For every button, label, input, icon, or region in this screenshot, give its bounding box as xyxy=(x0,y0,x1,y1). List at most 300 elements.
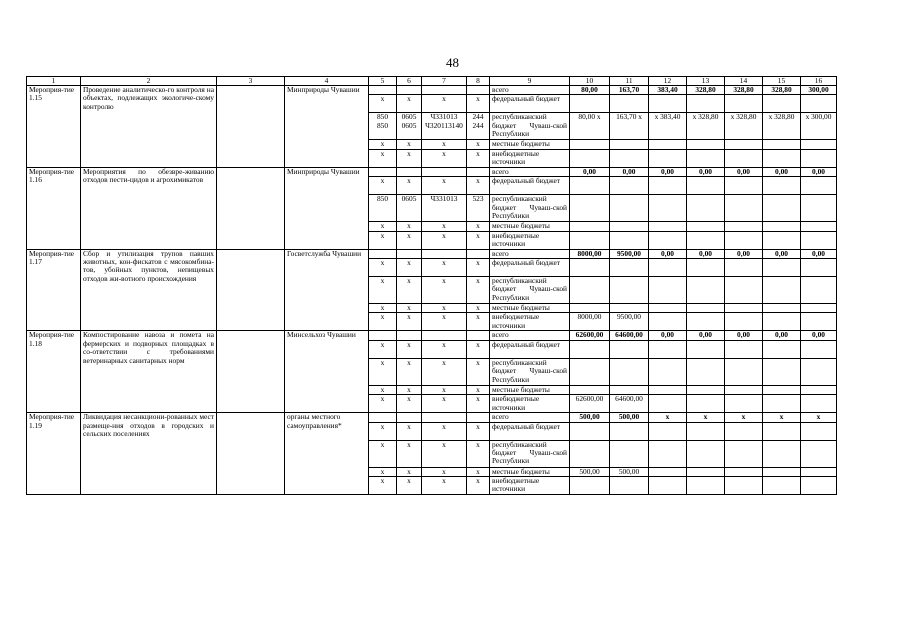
section-code: х xyxy=(397,222,422,231)
funding-value xyxy=(801,358,837,385)
funding-value xyxy=(649,195,687,222)
target-code: х xyxy=(422,467,467,476)
funding-value: 328,80 xyxy=(687,86,725,95)
grbs-code: х xyxy=(369,395,397,413)
funding-value: 80,00 х xyxy=(570,113,610,140)
funding-value xyxy=(801,313,837,331)
expense-code: х xyxy=(467,177,490,195)
expense-code: х xyxy=(467,304,490,313)
funding-value xyxy=(687,385,725,394)
funding-value xyxy=(725,477,763,495)
funding-value xyxy=(649,259,687,277)
header-row xyxy=(27,77,837,86)
funding-value: 64600,00 xyxy=(610,395,649,413)
empty-cell xyxy=(217,86,285,168)
expense-code: х xyxy=(467,340,490,358)
funding-value xyxy=(610,440,649,467)
funding-value xyxy=(687,259,725,277)
col-header: 8 xyxy=(467,77,490,86)
col-header: 5 xyxy=(369,77,397,86)
funding-source: внебюджетные источники xyxy=(490,149,570,167)
funding-value xyxy=(687,231,725,249)
funding-value xyxy=(610,95,649,113)
funding-value xyxy=(801,277,837,304)
funding-value xyxy=(687,140,725,149)
funding-source: федеральный бюджет xyxy=(490,259,570,277)
funding-value: 383,40 xyxy=(649,86,687,95)
responsible-executor: Минприроды Чувашии xyxy=(285,167,369,249)
funding-value xyxy=(763,385,801,394)
section-code: х xyxy=(397,358,422,385)
funding-value xyxy=(763,477,801,495)
col-header: 10 xyxy=(570,77,610,86)
col-header: 11 xyxy=(610,77,649,86)
funding-value xyxy=(763,177,801,195)
funding-value xyxy=(570,195,610,222)
funding-value xyxy=(801,149,837,167)
funding-value xyxy=(725,195,763,222)
funding-value: 62600,00 xyxy=(570,395,610,413)
target-code: х xyxy=(422,95,467,113)
funding-value: х 328,80 xyxy=(763,113,801,140)
funding-value xyxy=(687,149,725,167)
funding-value: 163,70 х xyxy=(610,113,649,140)
funding-value: 500,00 xyxy=(570,467,610,476)
funding-value: 500,00 xyxy=(570,413,610,422)
grbs-code xyxy=(369,249,397,258)
target-code: х xyxy=(422,149,467,167)
empty-cell xyxy=(217,167,285,249)
funding-source: внебюджетные источники xyxy=(490,395,570,413)
col-header: 15 xyxy=(763,77,801,86)
expense-code: 244 244 xyxy=(467,113,490,140)
funding-source: внебюджетные источники xyxy=(490,477,570,495)
target-code xyxy=(422,413,467,422)
funding-value xyxy=(725,340,763,358)
funding-source: местные бюджеты xyxy=(490,222,570,231)
funding-value: 9500,00 xyxy=(610,313,649,331)
funding-value xyxy=(725,385,763,394)
col-header: 13 xyxy=(687,77,725,86)
section-code xyxy=(397,249,422,258)
section-code: 0605 xyxy=(397,195,422,222)
target-code: х xyxy=(422,395,467,413)
grbs-code: х xyxy=(369,140,397,149)
expense-code: х xyxy=(467,259,490,277)
expense-code: х xyxy=(467,395,490,413)
funding-value xyxy=(687,467,725,476)
funding-value: х 328,80 xyxy=(725,113,763,140)
grbs-code: х xyxy=(369,95,397,113)
funding-value: х 383,40 xyxy=(649,113,687,140)
funding-value xyxy=(570,259,610,277)
funding-value: 0,00 xyxy=(763,331,801,340)
expense-code: х xyxy=(467,277,490,304)
table-body xyxy=(27,77,837,495)
funding-value xyxy=(801,195,837,222)
funding-source: республиканский бюджет Чуваш-ской Республики xyxy=(490,113,570,140)
section-code: х xyxy=(397,140,422,149)
expense-code: х xyxy=(467,231,490,249)
target-code: Ч331013 Ч320113140 xyxy=(422,113,467,140)
funding-value xyxy=(801,222,837,231)
funding-value xyxy=(763,222,801,231)
funding-value xyxy=(687,195,725,222)
funding-value: 0,00 xyxy=(725,331,763,340)
grbs-code: х xyxy=(369,277,397,304)
funding-source: всего xyxy=(490,167,570,176)
funding-value: х xyxy=(763,413,801,422)
funding-value xyxy=(649,358,687,385)
funding-value: 500,00 xyxy=(610,413,649,422)
funding-value xyxy=(725,277,763,304)
target-code: х xyxy=(422,313,467,331)
funding-source: внебюджетные источники xyxy=(490,231,570,249)
funding-value xyxy=(687,95,725,113)
funding-value xyxy=(725,358,763,385)
table-row xyxy=(27,86,837,95)
funding-value xyxy=(763,304,801,313)
target-code: х xyxy=(422,358,467,385)
funding-value xyxy=(610,277,649,304)
funding-value xyxy=(763,95,801,113)
expense-code: х xyxy=(467,222,490,231)
section-code: х xyxy=(397,477,422,495)
grbs-code xyxy=(369,413,397,422)
section-code: х xyxy=(397,259,422,277)
funding-value: 0,00 xyxy=(649,167,687,176)
page-number: 48 xyxy=(446,55,459,70)
funding-value xyxy=(763,422,801,440)
funding-value: 0,00 xyxy=(801,249,837,258)
funding-value xyxy=(763,277,801,304)
funding-value xyxy=(570,231,610,249)
funding-value xyxy=(610,422,649,440)
funding-value xyxy=(649,422,687,440)
table-row xyxy=(27,167,837,176)
col-header: 12 xyxy=(649,77,687,86)
funding-value xyxy=(570,422,610,440)
funding-value xyxy=(725,177,763,195)
grbs-code: х xyxy=(369,440,397,467)
funding-value xyxy=(649,304,687,313)
funding-value: 8000,00 xyxy=(570,313,610,331)
funding-value xyxy=(649,149,687,167)
responsible-executor: Госветслужба Чувашии xyxy=(285,249,369,331)
funding-value xyxy=(649,440,687,467)
measure-id: Мероприя-тие 1.18 xyxy=(27,331,81,413)
funding-value xyxy=(649,95,687,113)
funding-value xyxy=(801,385,837,394)
funding-value xyxy=(649,177,687,195)
funding-source: всего xyxy=(490,331,570,340)
target-code xyxy=(422,249,467,258)
funding-value xyxy=(725,304,763,313)
expense-code: х xyxy=(467,440,490,467)
funding-value: 0,00 xyxy=(687,167,725,176)
funding-value xyxy=(801,304,837,313)
funding-value xyxy=(649,385,687,394)
measure-name: Проведение аналитическо-го контроля на объектах, подлежащих экологиче-скому контролю xyxy=(81,86,217,168)
table-row xyxy=(27,413,837,422)
funding-value: 62600,00 xyxy=(570,331,610,340)
section-code xyxy=(397,331,422,340)
funding-value xyxy=(763,358,801,385)
funding-value xyxy=(801,395,837,413)
target-code: х xyxy=(422,340,467,358)
empty-cell xyxy=(217,331,285,413)
section-code: х xyxy=(397,277,422,304)
funding-value: 0,00 xyxy=(610,167,649,176)
funding-source: местные бюджеты xyxy=(490,467,570,476)
funding-source: местные бюджеты xyxy=(490,385,570,394)
funding-value: 8000,00 xyxy=(570,249,610,258)
funding-value: 500,00 xyxy=(610,467,649,476)
funding-value: 0,00 xyxy=(763,249,801,258)
funding-value xyxy=(649,313,687,331)
funding-value xyxy=(570,304,610,313)
funding-value: х xyxy=(687,413,725,422)
target-code: х xyxy=(422,231,467,249)
funding-value xyxy=(570,177,610,195)
section-code: х xyxy=(397,385,422,394)
section-code: х xyxy=(397,340,422,358)
funding-value xyxy=(610,340,649,358)
funding-value xyxy=(801,140,837,149)
target-code xyxy=(422,86,467,95)
funding-source: местные бюджеты xyxy=(490,304,570,313)
funding-value xyxy=(687,177,725,195)
target-code: х xyxy=(422,477,467,495)
empty-cell xyxy=(217,249,285,331)
funding-value: 300,00 xyxy=(801,86,837,95)
section-code: х xyxy=(397,95,422,113)
funding-value: 9500,00 xyxy=(610,249,649,258)
expense-code: х xyxy=(467,95,490,113)
expense-code: х xyxy=(467,422,490,440)
funding-value: 0,00 xyxy=(725,249,763,258)
funding-value xyxy=(687,304,725,313)
funding-value xyxy=(763,140,801,149)
funding-value xyxy=(763,467,801,476)
grbs-code xyxy=(369,331,397,340)
section-code: х xyxy=(397,422,422,440)
section-code: х xyxy=(397,304,422,313)
col-header: 1 xyxy=(27,77,81,86)
funding-value xyxy=(649,222,687,231)
grbs-code: х xyxy=(369,231,397,249)
funding-value xyxy=(649,277,687,304)
col-header: 7 xyxy=(422,77,467,86)
funding-value xyxy=(610,195,649,222)
funding-value xyxy=(801,422,837,440)
funding-source: республиканский бюджет Чуваш-ской Республики xyxy=(490,277,570,304)
funding-value: 0,00 xyxy=(649,249,687,258)
responsible-executor: Минсельхоз Чувашии xyxy=(285,331,369,413)
funding-source: местные бюджеты xyxy=(490,140,570,149)
funding-source: всего xyxy=(490,413,570,422)
grbs-code: х xyxy=(369,477,397,495)
funding-value xyxy=(725,440,763,467)
funding-source: всего xyxy=(490,249,570,258)
funding-value xyxy=(610,140,649,149)
funding-source: внебюджетные источники xyxy=(490,313,570,331)
funding-value xyxy=(725,149,763,167)
funding-value xyxy=(610,231,649,249)
target-code: Ч331013 xyxy=(422,195,467,222)
col-header: 4 xyxy=(285,77,369,86)
funding-value xyxy=(570,277,610,304)
funding-value: х 300,00 xyxy=(801,113,837,140)
col-header: 9 xyxy=(490,77,570,86)
funding-value xyxy=(570,222,610,231)
funding-value xyxy=(725,422,763,440)
funding-value xyxy=(801,95,837,113)
target-code: х xyxy=(422,177,467,195)
funding-value xyxy=(801,259,837,277)
table-row xyxy=(27,249,837,258)
funding-value xyxy=(725,467,763,476)
funding-value xyxy=(649,467,687,476)
target-code: х xyxy=(422,140,467,149)
target-code: х xyxy=(422,440,467,467)
section-code xyxy=(397,167,422,176)
funding-value xyxy=(570,440,610,467)
funding-source: республиканский бюджет Чуваш-ской Республики xyxy=(490,440,570,467)
funding-value xyxy=(801,477,837,495)
measure-name: Сбор и утилизация трупов павших животных, кон-фискатов с мясокомбина-тов, убойных пунктов, непищевых отходов жи-вотного происхождения xyxy=(81,249,217,331)
funding-value xyxy=(725,231,763,249)
funding-value xyxy=(687,222,725,231)
funding-value xyxy=(570,140,610,149)
budget-table xyxy=(26,76,837,495)
target-code xyxy=(422,167,467,176)
funding-value: х xyxy=(725,413,763,422)
section-code: х xyxy=(397,467,422,476)
grbs-code xyxy=(369,167,397,176)
funding-source: всего xyxy=(490,86,570,95)
section-code xyxy=(397,86,422,95)
funding-value xyxy=(570,358,610,385)
funding-value xyxy=(570,477,610,495)
grbs-code: х xyxy=(369,149,397,167)
funding-value xyxy=(763,440,801,467)
funding-value xyxy=(570,95,610,113)
funding-value xyxy=(570,340,610,358)
grbs-code: х xyxy=(369,467,397,476)
funding-value xyxy=(687,340,725,358)
empty-cell xyxy=(217,413,285,495)
expense-code: х xyxy=(467,313,490,331)
funding-value: 0,00 xyxy=(649,331,687,340)
funding-value xyxy=(687,422,725,440)
funding-value xyxy=(610,385,649,394)
funding-value xyxy=(687,277,725,304)
target-code: х xyxy=(422,222,467,231)
measure-name: Компостирование навоза и помета на фермерских и подворных площадках в со-ответствии с требованиями ветеринарных санитарных норм xyxy=(81,331,217,413)
expense-code: х xyxy=(467,140,490,149)
funding-value: 64600,00 xyxy=(610,331,649,340)
funding-value: 0,00 xyxy=(801,331,837,340)
funding-value xyxy=(610,177,649,195)
funding-value: 0,00 xyxy=(801,167,837,176)
funding-value xyxy=(610,477,649,495)
expense-code: 523 xyxy=(467,195,490,222)
section-code: х xyxy=(397,177,422,195)
funding-value xyxy=(649,140,687,149)
responsible-executor: Минприроды Чувашии xyxy=(285,86,369,168)
responsible-executor: органы местного самоуправления* xyxy=(285,413,369,495)
funding-value xyxy=(610,259,649,277)
grbs-code: х xyxy=(369,422,397,440)
grbs-code: 850 xyxy=(369,195,397,222)
measure-id: Мероприя-тие 1.16 xyxy=(27,167,81,249)
grbs-code xyxy=(369,86,397,95)
col-header: 14 xyxy=(725,77,763,86)
col-header: 6 xyxy=(397,77,422,86)
funding-source: федеральный бюджет xyxy=(490,177,570,195)
expense-code: х xyxy=(467,385,490,394)
funding-value xyxy=(801,467,837,476)
funding-value: 0,00 xyxy=(570,167,610,176)
section-code: х xyxy=(397,395,422,413)
funding-value: 0,00 xyxy=(687,331,725,340)
funding-value xyxy=(687,358,725,385)
target-code: х xyxy=(422,385,467,394)
funding-value xyxy=(801,440,837,467)
target-code: х xyxy=(422,422,467,440)
funding-source: республиканский бюджет Чуваш-ской Республики xyxy=(490,195,570,222)
funding-value xyxy=(687,395,725,413)
funding-source: федеральный бюджет xyxy=(490,340,570,358)
funding-source: федеральный бюджет xyxy=(490,95,570,113)
funding-value xyxy=(610,149,649,167)
section-code: х xyxy=(397,440,422,467)
expense-code xyxy=(467,167,490,176)
target-code: х xyxy=(422,259,467,277)
measure-id: Мероприя-тие 1.19 xyxy=(27,413,81,495)
funding-value xyxy=(649,477,687,495)
funding-value: 328,80 xyxy=(763,86,801,95)
funding-value xyxy=(649,340,687,358)
funding-value xyxy=(725,95,763,113)
funding-value xyxy=(725,222,763,231)
grbs-code: х xyxy=(369,340,397,358)
funding-value xyxy=(801,177,837,195)
funding-source: республиканский бюджет Чуваш-ской Республики xyxy=(490,358,570,385)
grbs-code: х xyxy=(369,358,397,385)
funding-value: 163,70 xyxy=(610,86,649,95)
funding-value: х 328,80 xyxy=(687,113,725,140)
funding-value xyxy=(687,477,725,495)
col-header: 2 xyxy=(81,77,217,86)
section-code: х xyxy=(397,149,422,167)
funding-value xyxy=(687,313,725,331)
funding-value xyxy=(725,395,763,413)
measure-id: Мероприя-тие 1.17 xyxy=(27,249,81,331)
funding-value xyxy=(570,385,610,394)
grbs-code: 850 850 xyxy=(369,113,397,140)
expense-code: х xyxy=(467,467,490,476)
expense-code xyxy=(467,86,490,95)
funding-value: 0,00 xyxy=(687,249,725,258)
funding-source: федеральный бюджет xyxy=(490,422,570,440)
table-row xyxy=(27,331,837,340)
funding-value: х xyxy=(649,413,687,422)
funding-value xyxy=(610,222,649,231)
funding-value: 0,00 xyxy=(725,167,763,176)
measure-name: Мероприятия по обезвре-живанию отходов пести-цидов и агрохимикатов xyxy=(81,167,217,249)
